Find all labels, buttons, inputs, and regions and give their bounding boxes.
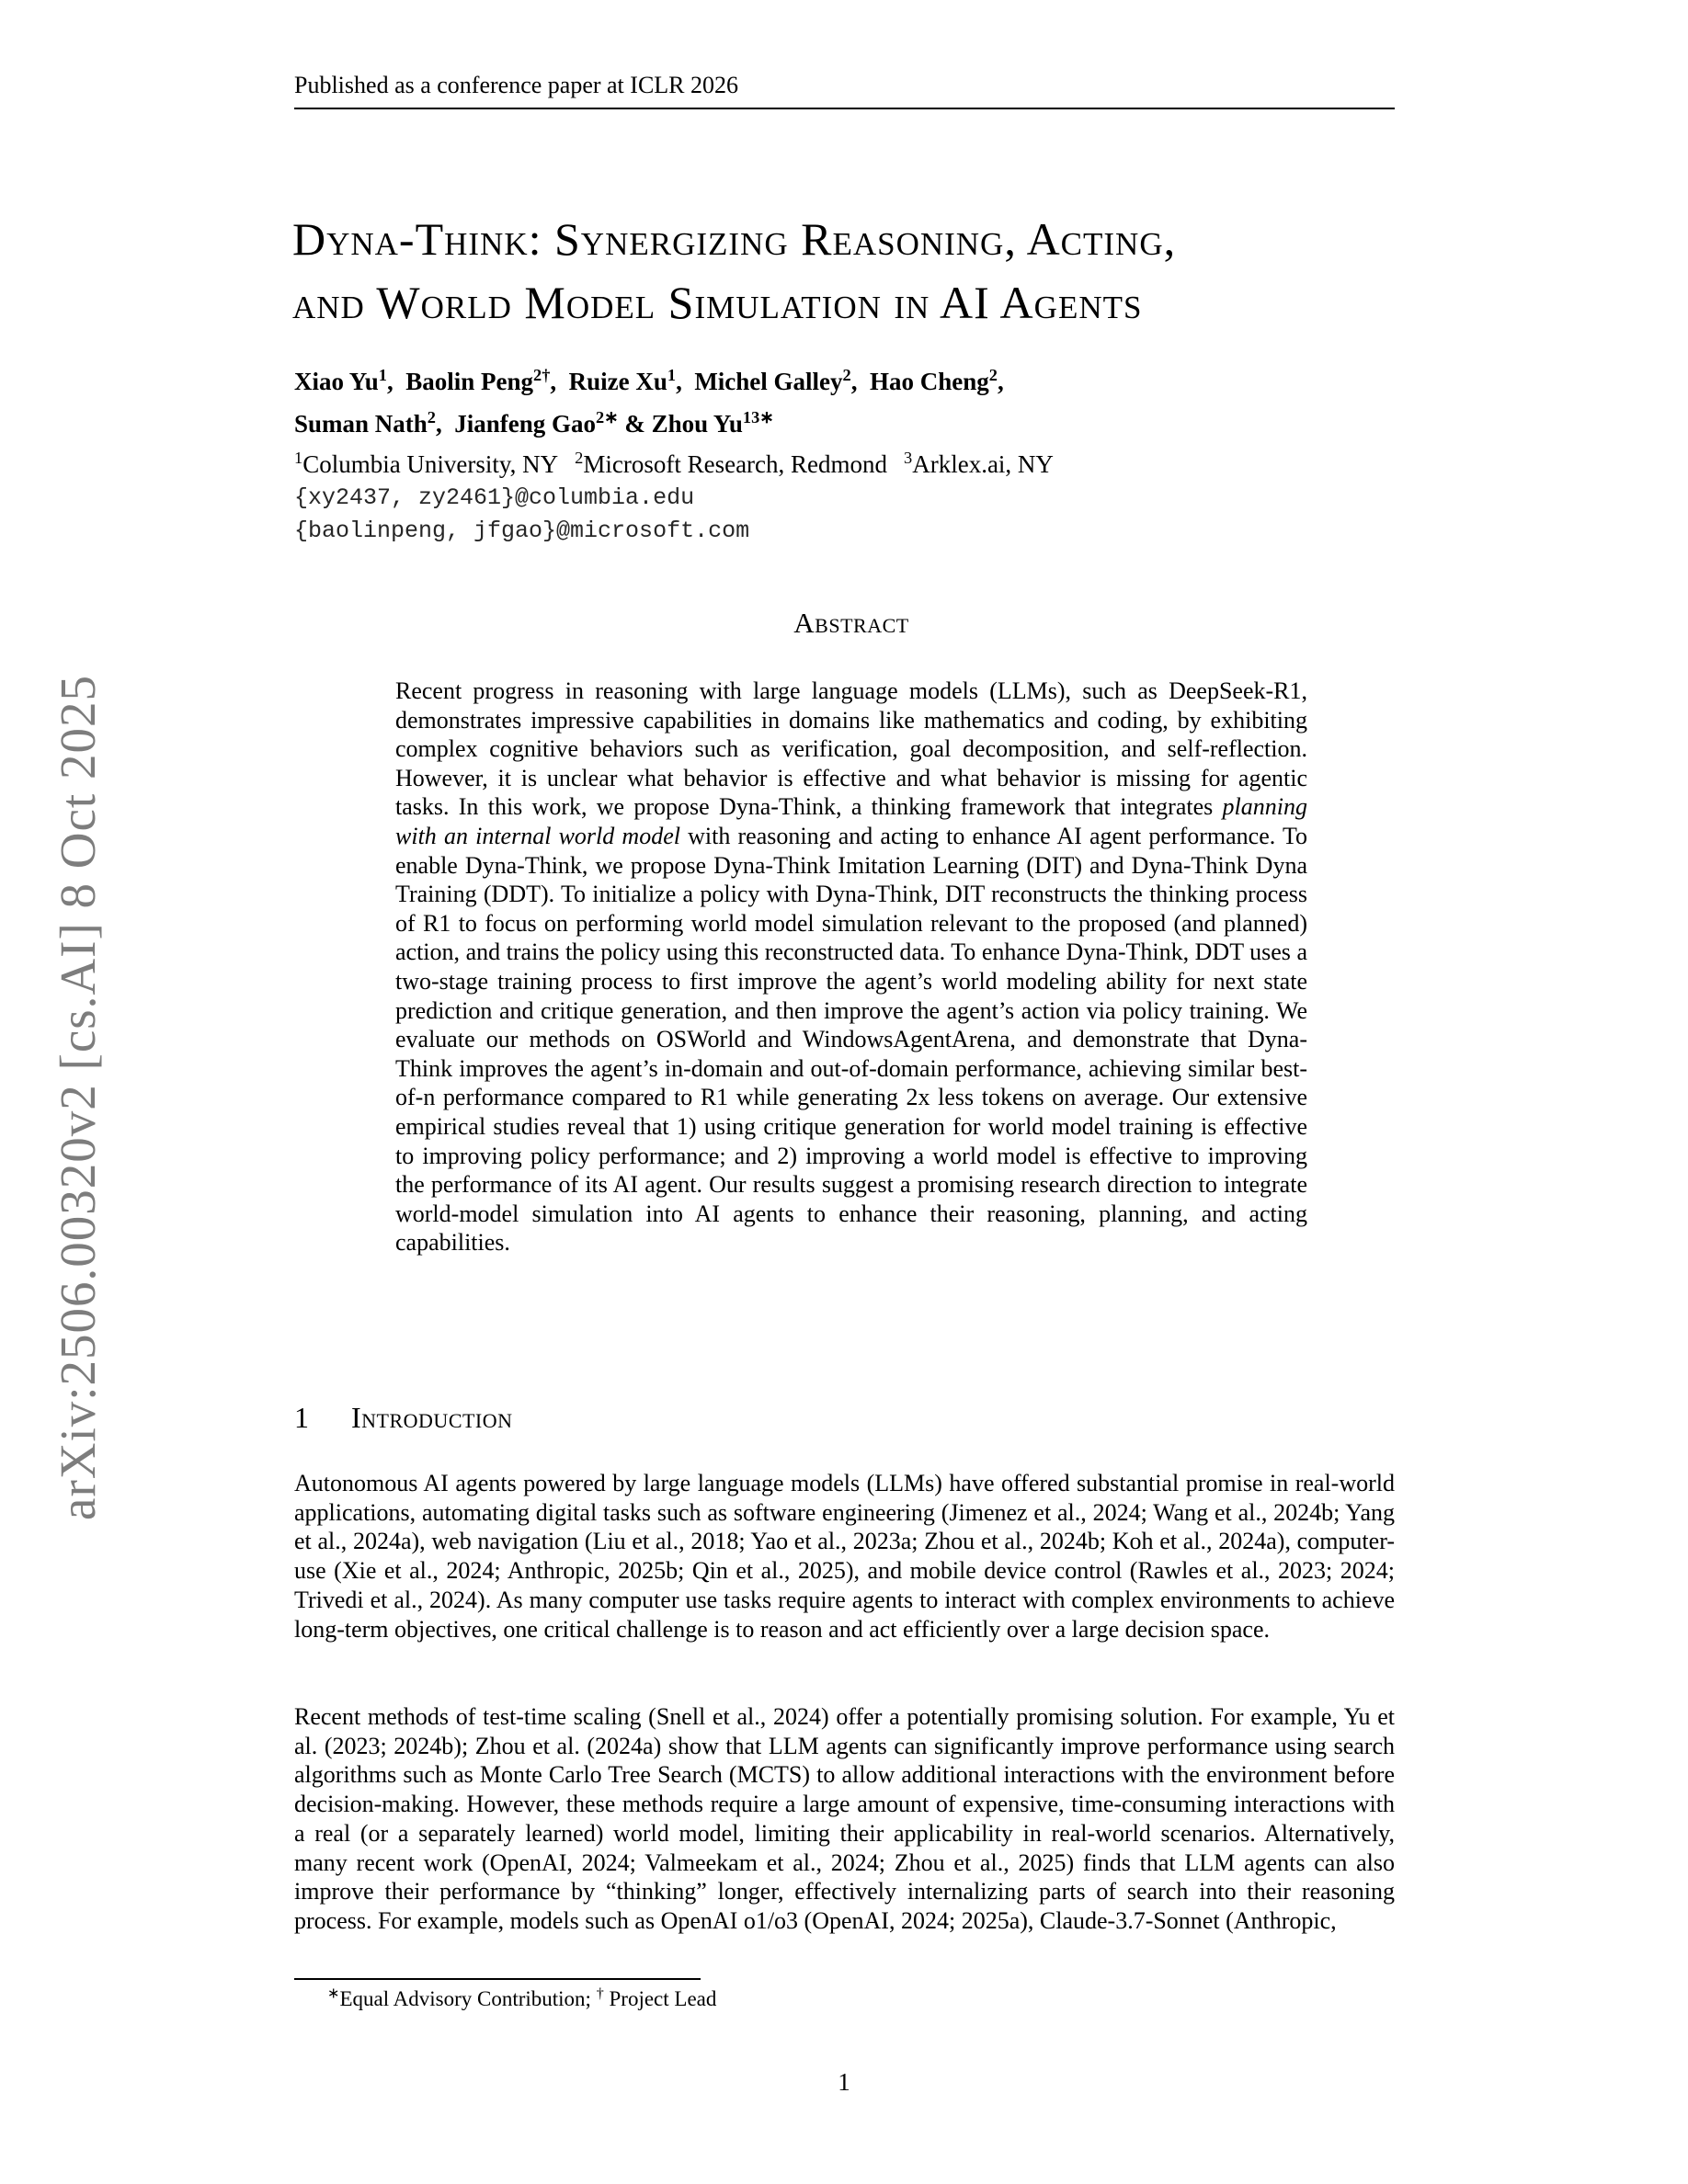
- author-line-2: [294, 403, 1395, 445]
- footnote: [294, 1987, 1428, 2011]
- running-header-text: Published as a conference paper at ICLR 2026: [294, 72, 739, 98]
- affiliation-name: Arklex.ai, NY: [912, 450, 1054, 478]
- paper-title: [292, 208, 1405, 335]
- intro-paragraph-1: Autonomous AI agents powered by large language models (LLMs) have offered substantial promise in real-world applications, automating digital tasks such as software engineering (Jimenez et al., 2024; Wang et al., 2024b; Yang et al., 2024a), web navigation (Liu et al., 2018; Yao et al., 2023a; Zhou et al., 2024b; Koh et al., 2024a), computer-use (Xie et al., 2024; Anthropic, 2025b; Qin et al., 2025), and mobile device control (Rawles et al., 2023; 2024; Trivedi et al., 2024). As many computer use tasks require agents to interact with complex environments to achieve long-term objectives, one critical challenge is to reason and act efficiently over a large decision space.: [294, 1470, 1395, 1643]
- author-affil-sup: 2: [427, 408, 436, 427]
- author-separator: ,: [997, 368, 1004, 395]
- author-name: , Michel Galley: [676, 368, 843, 395]
- affiliation-sup: 2: [575, 449, 584, 467]
- affiliation: [575, 450, 887, 478]
- author-name: , Hao Cheng: [850, 368, 989, 395]
- author-block: [294, 360, 1395, 548]
- author-affil-sup: 13∗: [742, 408, 774, 427]
- author-name: , Jianfeng Gao: [435, 410, 596, 438]
- author-name: , Baolin Peng: [386, 368, 534, 395]
- affiliation-name: Columbia University, NY: [302, 450, 559, 478]
- section-title: Introduction: [351, 1401, 513, 1434]
- author-affil-sup: 2∗: [596, 408, 619, 427]
- author-affil-sup: 2: [988, 366, 998, 384]
- running-header: [294, 72, 1395, 109]
- author-affil-sup: 1: [667, 366, 677, 384]
- title-line-2: and World Model Simulation in AI Agents: [292, 277, 1143, 328]
- title-line-1: Dyna-Think: Synergizing Reasoning, Acting,: [292, 213, 1177, 265]
- email-line-2: {baolinpeng, jfgao}@microsoft.com: [294, 518, 750, 544]
- author-name: Xiao Yu: [294, 368, 379, 395]
- abstract-section: [395, 607, 1307, 1257]
- author-name: & Zhou Yu: [618, 410, 743, 438]
- abstract-heading: Abstract: [793, 607, 909, 639]
- author-affil-sup: 2: [842, 366, 851, 384]
- affiliation-sup: 3: [904, 449, 913, 467]
- author-name: , Ruize Xu: [550, 368, 667, 395]
- section-number: 1: [294, 1401, 309, 1434]
- footnote-dagger: †: [596, 1985, 604, 2002]
- author-affil-sup: 2†: [533, 366, 551, 384]
- footnote-text-1: Equal Advisory Contribution;: [339, 1987, 597, 2010]
- abstract-italic-phrase: planning with an internal world model: [395, 793, 1307, 849]
- intro-paragraph-2: Recent methods of test-time scaling (Snell et al., 2024) offer a potentially promising solution. For example, Yu et al. (2023; 2024b); Zhou et al. (2024a) show that LLM agents can significantly improve performance using search algorithms such as Monte Carlo Tree Search (MCTS) to allow additional interactions with the environment before decision-making. However, these methods require a large amount of expensive, time-consuming interactions with a real (or a separately learned) world model, limiting their applicability in real-world scenarios. Alternatively, many recent work (OpenAI, 2024; Valmeekam et al., 2024; Zhou et al., 2025) finds that LLM agents can also improve their performance by “thinking” longer, effectively internalizing parts of search into their reasoning process. For example, models such as OpenAI o1/o3 (OpenAI, 2024; 2025a), Claude-3.7-Sonnet (Anthropic,: [294, 1703, 1395, 1934]
- affiliation-sup: 1: [294, 449, 303, 467]
- abstract-body: [395, 677, 1307, 1257]
- abstract-text-part-2: with reasoning and acting to enhance AI agent performance. To enable Dyna-Think, we propose Dyna-Think Imitation Learning (DIT) and Dyna-Think Dyna Training (DDT). To initialize a policy with Dyna-Think, DIT reconstructs the thinking process of R1 to focus on performing world model simulation relevant to the proposed (and planned) action, and trains the policy using this reconstructed data. To enhance Dyna-Think, DDT uses a two-stage training process to first improve the agent’s world modeling ability for next state prediction and critique generation, and then improve the agent’s action via policy training. We evaluate our methods on OSWorld and WindowsAgentArena, and demonstrate that Dyna-Think improves the agent’s in-domain and out-of-domain performance, achieving similar best-of-n performance compared to R1 while generating 2x less tokens on average. Our extensive empirical studies reveal that 1) using critique generation for world model training is effective to improving policy performance; and 2) improving a world model is effective to improving the performance of its AI agent. Our results suggest a promising research direction to integrate world-model simulation into AI agents to enhance their reasoning, planning, and acting capabilities.: [395, 822, 1308, 1257]
- footnote-rule: [294, 1978, 701, 1980]
- affiliation: [904, 450, 1054, 478]
- footnote-text-2: Project Lead: [603, 1987, 717, 2010]
- arxiv-watermark: arXiv:2506.00320v2 [cs.AI] 8 Oct 2025: [50, 675, 106, 1520]
- author-affil-sup: 1: [378, 366, 387, 384]
- abstract-text-part-1: Recent progress in reasoning with large language models (LLMs), such as DeepSeek-R1, demonstrates impressive capabilities in domains like mathematics and coding, by exhibiting complex cognitive behaviors such as verification, goal decomposition, and self-reflection. However, it is unclear what behavior is effective and what behavior is missing for agentic tasks. In this work, we propose Dyna-Think, a thinking framework that integrates: [395, 677, 1307, 821]
- affiliation: [294, 450, 558, 478]
- author-line-1: [294, 360, 1395, 403]
- affiliations-line: [294, 447, 1395, 482]
- section-1-heading: [294, 1401, 513, 1434]
- email-line-1: {xy2437, zy2461}@columbia.edu: [294, 484, 695, 511]
- page-number: 1: [838, 2068, 850, 2096]
- author-name: Suman Nath: [294, 410, 428, 438]
- footnote-asterisk: ∗: [327, 1985, 340, 2002]
- affiliation-name: Microsoft Research, Redmond: [583, 450, 888, 478]
